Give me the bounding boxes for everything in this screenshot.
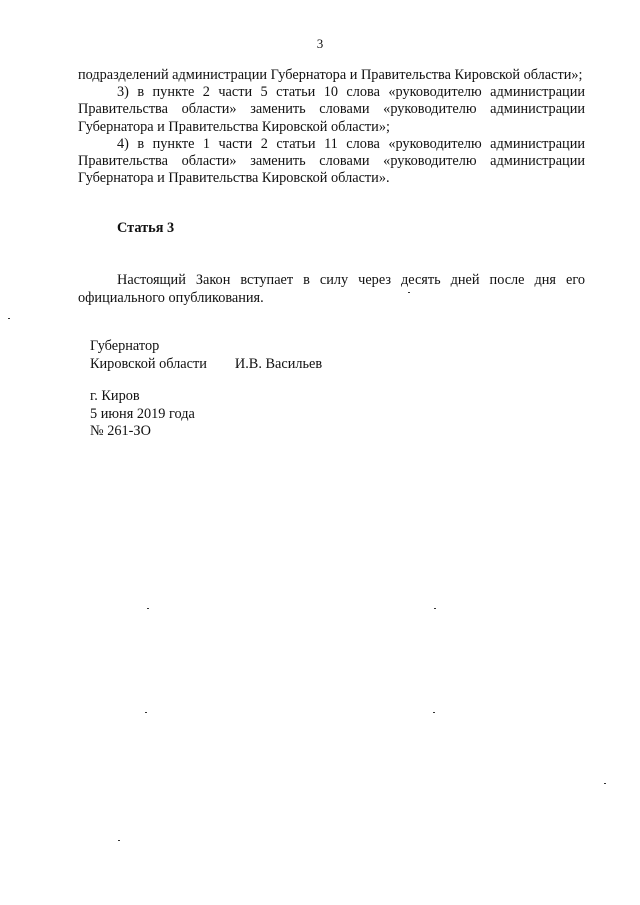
signature-block xyxy=(90,338,322,373)
scan-speck xyxy=(433,712,435,713)
law-number: № 261-ЗО xyxy=(90,423,151,439)
signer-name: И.В. Васильев xyxy=(234,355,323,372)
scan-speck xyxy=(145,712,147,713)
paragraph-continuation: подразделений администрации Губернатора и Правительства Кировской области»; xyxy=(78,67,583,83)
scan-speck xyxy=(8,318,10,319)
paragraph-item-3: 3) в пункте 2 части 5 статьи 10 слова «руководителю администрации Правительства области» заменить словами «руководителю администрации Губернатора и Правительства Кировской области»; xyxy=(78,84,585,135)
scan-speck xyxy=(118,840,120,841)
article-heading: Статья 3 xyxy=(117,220,175,236)
scan-speck xyxy=(604,783,606,784)
scan-speck xyxy=(434,608,436,609)
scan-speck xyxy=(147,608,149,609)
signer-title-line2: Кировской области xyxy=(90,355,207,372)
scan-speck xyxy=(408,292,410,293)
issue-details xyxy=(90,388,195,441)
signer-title-line1: Губернатор xyxy=(90,338,160,354)
issue-date: 5 июня 2019 года xyxy=(90,405,195,422)
article-text: Настоящий Закон вступает в силу через десять дней после дня его официального опубликования. xyxy=(78,272,585,306)
page-number: 3 xyxy=(316,36,324,51)
amendments-text xyxy=(78,67,585,187)
issue-place: г. Киров xyxy=(90,388,140,404)
paragraph-item-4: 4) в пункте 1 части 2 статьи 11 слова «руководителю администрации Правительства области» заменить словами «руководителю администрации Губернатора и Правительства Кировской области». xyxy=(78,135,585,187)
